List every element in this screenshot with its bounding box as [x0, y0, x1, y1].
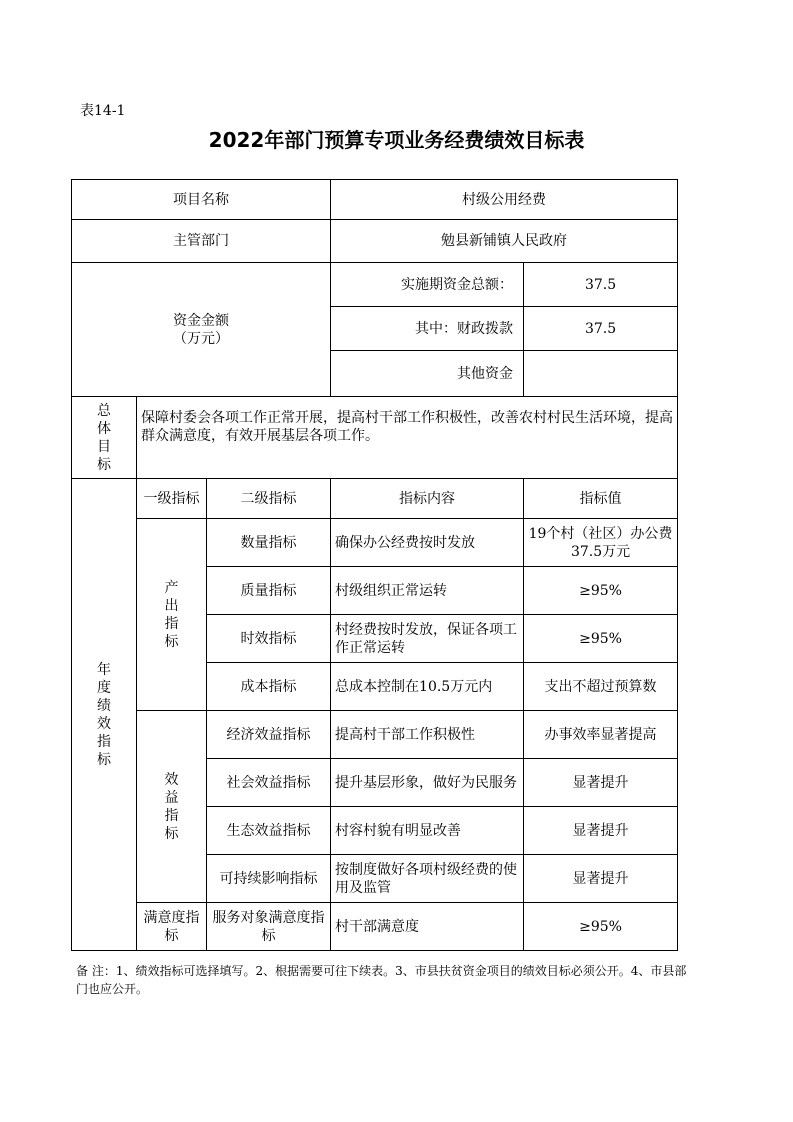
performance-table	[71, 179, 678, 951]
fiscal-value: 37.5	[524, 307, 678, 351]
footnote: 备 注：1、绩效指标可选择填写。2、根据需要可往下续表。3、市县扶贫资金项目的绩效目标必须公开。4、市县部门也应公开。	[76, 964, 687, 996]
other-value	[524, 351, 678, 397]
value-cell: ≥95%	[524, 567, 678, 615]
table-row	[72, 180, 678, 220]
level2-cell: 时效指标	[207, 615, 331, 663]
header-level1: 一级指标	[137, 479, 207, 519]
content-cell: 村经费按时发放，保证各项工作正常运转	[331, 615, 524, 663]
output-label: 产 出 指 标	[137, 519, 207, 711]
total-label: 实施期资金总额：	[331, 263, 524, 307]
value-cell: 显著提升	[524, 759, 678, 807]
level2-cell: 经济效益指标	[207, 711, 331, 759]
benefit-label: 效 益 指 标	[137, 711, 207, 903]
table-row	[72, 263, 678, 307]
value-cell: 显著提升	[524, 855, 678, 903]
total-value: 37.5	[524, 263, 678, 307]
level2-cell: 可持续影响指标	[207, 855, 331, 903]
level2-cell: 成本指标	[207, 663, 331, 711]
header-value: 指标值	[524, 479, 678, 519]
dept-label: 主管部门	[72, 220, 331, 263]
table-row	[72, 711, 678, 759]
value-cell: 支出不超过预算数	[524, 663, 678, 711]
level2-cell: 生态效益指标	[207, 807, 331, 855]
content-cell: 总成本控制在10.5万元内	[331, 663, 524, 711]
annual-label: 年 度 绩 效 指 标	[72, 479, 137, 951]
level2-cell: 质量指标	[207, 567, 331, 615]
level2-cell: 社会效益指标	[207, 759, 331, 807]
value-cell: 19个村（社区）办公费37.5万元	[524, 519, 678, 567]
dept-value: 勉县新铺镇人民政府	[331, 220, 678, 263]
value-cell: 办事效率显著提高	[524, 711, 678, 759]
fund-label-cell	[72, 263, 331, 397]
table-row	[72, 220, 678, 263]
content-cell: 村容村貌有明显改善	[331, 807, 524, 855]
level2-cell: 数量指标	[207, 519, 331, 567]
value-cell: ≥95%	[524, 903, 678, 951]
goal-text: 保障村委会各项工作正常开展，提高村干部工作积极性，改善农村村民生活环境，提高群众满意度，有效开展基层各项工作。	[137, 397, 678, 479]
content-cell: 村干部满意度	[331, 903, 524, 951]
value-cell: ≥95%	[524, 615, 678, 663]
table-row	[72, 903, 678, 951]
page-title: 2022年部门预算专项业务经费绩效目标表	[208, 128, 585, 152]
goal-label: 总 体 目 标	[72, 397, 137, 479]
header-content: 指标内容	[331, 479, 524, 519]
fund-unit: （万元）	[173, 330, 230, 347]
content-cell: 确保办公经费按时发放	[331, 519, 524, 567]
other-label: 其他资金	[331, 351, 524, 397]
header-level2: 二级指标	[207, 479, 331, 519]
table-number: 表14-1	[80, 103, 126, 119]
table-row	[72, 397, 678, 479]
level2-cell: 服务对象满意度指标	[207, 903, 331, 951]
table-row	[72, 479, 678, 519]
value-cell: 显著提升	[524, 807, 678, 855]
table-row	[72, 519, 678, 567]
fiscal-label: 其中：财政拨款	[331, 307, 524, 351]
project-label: 项目名称	[72, 180, 331, 220]
project-value: 村级公用经费	[331, 180, 678, 220]
content-cell: 提高村干部工作积极性	[331, 711, 524, 759]
content-cell: 村级组织正常运转	[331, 567, 524, 615]
content-cell: 提升基层形象，做好为民服务	[331, 759, 524, 807]
fund-label: 资金金额	[173, 312, 230, 329]
content-cell: 按制度做好各项村级经费的使用及监管	[331, 855, 524, 903]
satisfaction-label: 满意度指标	[137, 903, 207, 951]
